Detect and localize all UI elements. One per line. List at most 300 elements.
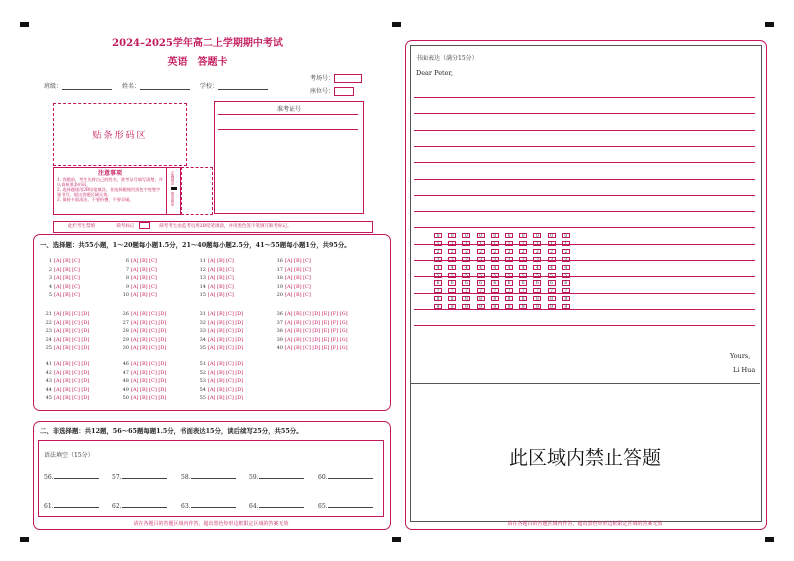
admission-digit-bubble[interactable]: 5: [519, 273, 527, 278]
admission-digit-bubble[interactable]: 8: [448, 296, 456, 301]
answer-bubble[interactable]: [B]: [217, 283, 225, 290]
answer-bubble[interactable]: [C]: [226, 311, 234, 317]
answer-bubble[interactable]: [A]: [208, 361, 216, 367]
writing-line[interactable]: [414, 162, 755, 163]
answer-bubble[interactable]: [G]: [339, 336, 348, 343]
answer-bubble[interactable]: [A]: [285, 319, 293, 326]
admission-digit-bubble[interactable]: 2: [434, 249, 442, 254]
answer-bubble[interactable]: [C]: [226, 258, 234, 264]
answer-bubble[interactable]: [D]: [312, 311, 321, 317]
answer-bubble[interactable]: [D]: [235, 395, 244, 402]
admission-digit-bubble[interactable]: 8: [548, 296, 556, 301]
admission-digit-bubble[interactable]: 2: [491, 249, 499, 254]
answer-bubble[interactable]: [D]: [312, 345, 321, 352]
answer-bubble[interactable]: [C]: [226, 345, 234, 352]
writing-line[interactable]: [414, 113, 755, 114]
writing-line[interactable]: [414, 195, 755, 196]
answer-bubble[interactable]: [G]: [339, 311, 348, 317]
admission-digit-bubble[interactable]: 0: [462, 233, 470, 238]
admission-digit-bubble[interactable]: 7: [491, 288, 499, 293]
answer-bubble[interactable]: [C]: [226, 369, 234, 376]
answer-bubble[interactable]: [B]: [140, 311, 148, 317]
admission-digit-bubble[interactable]: 9: [462, 304, 470, 309]
answer-bubble[interactable]: [A]: [131, 258, 139, 264]
grammar-blank[interactable]: [44, 501, 99, 510]
answer-bubble[interactable]: [D]: [81, 345, 90, 352]
writing-line[interactable]: [414, 211, 755, 212]
grammar-blank[interactable]: [181, 501, 236, 510]
answer-bubble[interactable]: [C]: [72, 258, 80, 264]
admission-digit-bubble[interactable]: 9: [548, 304, 556, 309]
answer-bubble[interactable]: [C]: [72, 336, 80, 343]
writing-line[interactable]: [414, 179, 755, 180]
answer-bubble[interactable]: [A]: [131, 345, 139, 352]
answer-bubble[interactable]: [B]: [63, 283, 71, 290]
answer-bubble[interactable]: [C]: [303, 328, 311, 335]
admission-digit-bubble[interactable]: 0: [505, 233, 513, 238]
answer-bubble[interactable]: [D]: [158, 336, 167, 343]
admission-digit-bubble[interactable]: 8: [533, 296, 541, 301]
admission-digit-bubble[interactable]: 5: [548, 273, 556, 278]
blank-line[interactable]: [122, 501, 167, 508]
answer-bubble[interactable]: [A]: [208, 319, 216, 326]
answer-bubble[interactable]: [B]: [217, 345, 225, 352]
answer-bubble[interactable]: [C]: [149, 275, 157, 282]
answer-bubble[interactable]: [E]: [321, 328, 330, 335]
answer-bubble[interactable]: [A]: [131, 336, 139, 343]
answer-bubble[interactable]: [B]: [63, 328, 71, 335]
answer-bubble[interactable]: [A]: [54, 266, 62, 273]
answer-bubble[interactable]: [C]: [72, 275, 80, 282]
admission-digit-bubble[interactable]: 6: [477, 280, 485, 285]
answer-bubble[interactable]: [A]: [131, 328, 139, 335]
grammar-blank[interactable]: [249, 472, 304, 481]
answer-bubble[interactable]: [C]: [303, 336, 311, 343]
admission-digit-bubble[interactable]: 0: [533, 233, 541, 238]
answer-bubble[interactable]: [E]: [321, 336, 330, 343]
answer-bubble[interactable]: [C]: [72, 283, 80, 290]
admission-digit-bubble[interactable]: 2: [462, 249, 470, 254]
answer-bubble[interactable]: [C]: [72, 292, 80, 299]
answer-bubble[interactable]: [A]: [131, 361, 139, 367]
answer-bubble[interactable]: [C]: [149, 336, 157, 343]
answer-bubble[interactable]: [D]: [81, 378, 90, 385]
answer-bubble[interactable]: [A]: [54, 336, 62, 343]
admission-digit-bubble[interactable]: 9: [477, 304, 485, 309]
answer-bubble[interactable]: [B]: [294, 275, 302, 282]
admission-digit-bubble[interactable]: 1: [434, 241, 442, 246]
answer-bubble[interactable]: [C]: [149, 369, 157, 376]
answer-bubble[interactable]: [A]: [54, 292, 62, 299]
answer-bubble[interactable]: [B]: [140, 283, 148, 290]
admission-digit-bubble[interactable]: 5: [491, 273, 499, 278]
answer-bubble[interactable]: [B]: [63, 369, 71, 376]
answer-bubble[interactable]: [C]: [226, 395, 234, 402]
answer-bubble[interactable]: [B]: [294, 345, 302, 352]
answer-bubble[interactable]: [B]: [294, 258, 302, 264]
admission-digit-bubble[interactable]: 3: [562, 257, 570, 262]
answer-bubble[interactable]: [C]: [303, 258, 311, 264]
grammar-blank[interactable]: [181, 472, 236, 481]
answer-bubble[interactable]: [A]: [285, 311, 293, 317]
answer-bubble[interactable]: [A]: [54, 328, 62, 335]
admission-digit-bubble[interactable]: 0: [477, 233, 485, 238]
admission-digit-bubble[interactable]: 9: [434, 304, 442, 309]
answer-bubble[interactable]: [B]: [140, 369, 148, 376]
answer-bubble[interactable]: [A]: [208, 266, 216, 273]
answer-bubble[interactable]: [A]: [208, 283, 216, 290]
answer-bubble[interactable]: [B]: [294, 266, 302, 273]
answer-bubble[interactable]: [C]: [149, 386, 157, 393]
answer-bubble[interactable]: [F]: [330, 345, 339, 352]
admission-digit-bubble[interactable]: 1: [519, 241, 527, 246]
answer-bubble[interactable]: [A]: [208, 258, 216, 264]
answer-bubble[interactable]: [D]: [235, 319, 244, 326]
admission-digit-bubble[interactable]: 2: [448, 249, 456, 254]
answer-bubble[interactable]: [D]: [81, 361, 90, 367]
answer-bubble[interactable]: [D]: [158, 345, 167, 352]
admission-digit-bubble[interactable]: 5: [477, 273, 485, 278]
blank-line[interactable]: [54, 472, 99, 479]
answer-bubble[interactable]: [A]: [54, 345, 62, 352]
admission-digit-bubble[interactable]: 0: [519, 233, 527, 238]
admission-digit-bubble[interactable]: 4: [562, 265, 570, 270]
admission-digit-bubble[interactable]: 5: [462, 273, 470, 278]
admission-digit-bubble[interactable]: 3: [533, 257, 541, 262]
admission-digit-bubble[interactable]: 5: [533, 273, 541, 278]
grammar-blank[interactable]: [112, 501, 167, 510]
answer-bubble[interactable]: [D]: [312, 319, 321, 326]
writing-line[interactable]: [414, 293, 755, 294]
answer-bubble[interactable]: [A]: [131, 311, 139, 317]
answer-bubble[interactable]: [B]: [63, 336, 71, 343]
answer-bubble[interactable]: [A]: [131, 369, 139, 376]
answer-bubble[interactable]: [C]: [303, 292, 311, 299]
answer-bubble[interactable]: [A]: [285, 292, 293, 299]
blank-line[interactable]: [259, 501, 304, 508]
answer-bubble[interactable]: [C]: [226, 336, 234, 343]
answer-bubble[interactable]: [D]: [158, 378, 167, 385]
answer-bubble[interactable]: [E]: [321, 311, 330, 317]
answer-bubble[interactable]: [C]: [226, 328, 234, 335]
admission-digit-bubble[interactable]: 1: [533, 241, 541, 246]
answer-bubble[interactable]: [B]: [217, 258, 225, 264]
answer-bubble[interactable]: [A]: [54, 258, 62, 264]
admission-digit-bubble[interactable]: 7: [505, 288, 513, 293]
admission-digit-bubble[interactable]: 4: [477, 265, 485, 270]
admission-digit-bubble[interactable]: 3: [477, 257, 485, 262]
answer-bubble[interactable]: [B]: [63, 319, 71, 326]
admission-digit-bubble[interactable]: 0: [562, 233, 570, 238]
answer-bubble[interactable]: [C]: [72, 369, 80, 376]
admission-digit-bubble[interactable]: 2: [548, 249, 556, 254]
answer-bubble[interactable]: [A]: [208, 336, 216, 343]
answer-bubble[interactable]: [C]: [149, 378, 157, 385]
admission-digit-bubble[interactable]: 0: [548, 233, 556, 238]
answer-bubble[interactable]: [D]: [81, 311, 90, 317]
grammar-blank[interactable]: [112, 472, 167, 481]
admission-digit-bubble[interactable]: 6: [533, 280, 541, 285]
answer-bubble[interactable]: [C]: [149, 328, 157, 335]
answer-bubble[interactable]: [E]: [321, 319, 330, 326]
answer-bubble[interactable]: [B]: [294, 292, 302, 299]
admission-digit-bubble[interactable]: 3: [505, 257, 513, 262]
answer-bubble[interactable]: [A]: [208, 311, 216, 317]
answer-bubble[interactable]: [B]: [63, 275, 71, 282]
admission-digit-bubble[interactable]: 1: [462, 241, 470, 246]
admission-digit-bubble[interactable]: 2: [519, 249, 527, 254]
admission-digit-bubble[interactable]: 4: [434, 265, 442, 270]
answer-bubble[interactable]: [B]: [63, 345, 71, 352]
grammar-blank[interactable]: [318, 501, 373, 510]
admission-digit-bubble[interactable]: 9: [491, 304, 499, 309]
answer-bubble[interactable]: [A]: [54, 378, 62, 385]
admission-digit-bubble[interactable]: 5: [505, 273, 513, 278]
answer-bubble[interactable]: [D]: [235, 311, 244, 317]
answer-bubble[interactable]: [A]: [208, 345, 216, 352]
answer-bubble[interactable]: [C]: [226, 275, 234, 282]
answer-bubble[interactable]: [C]: [226, 319, 234, 326]
writing-line[interactable]: [414, 260, 755, 261]
answer-bubble[interactable]: [B]: [217, 319, 225, 326]
admission-digit-bubble[interactable]: 7: [519, 288, 527, 293]
admission-digit-bubble[interactable]: 2: [533, 249, 541, 254]
answer-bubble[interactable]: [A]: [285, 336, 293, 343]
answer-bubble[interactable]: [C]: [72, 345, 80, 352]
answer-bubble[interactable]: [C]: [72, 311, 80, 317]
answer-bubble[interactable]: [B]: [63, 311, 71, 317]
answer-bubble[interactable]: [D]: [158, 319, 167, 326]
admission-digit-bubble[interactable]: 4: [448, 265, 456, 270]
answer-bubble[interactable]: [C]: [72, 328, 80, 335]
answer-bubble[interactable]: [F]: [330, 328, 339, 335]
absent-checkbox[interactable]: [139, 222, 150, 229]
answer-bubble[interactable]: [A]: [54, 361, 62, 367]
answer-bubble[interactable]: [B]: [217, 369, 225, 376]
answer-bubble[interactable]: [A]: [131, 292, 139, 299]
admission-digit-bubble[interactable]: 3: [448, 257, 456, 262]
admission-digit-bubble[interactable]: 8: [562, 296, 570, 301]
admission-digit-bubble[interactable]: 1: [562, 241, 570, 246]
answer-bubble[interactable]: [D]: [81, 386, 90, 393]
admission-digit-bubble[interactable]: 6: [548, 280, 556, 285]
admission-digit-bubble[interactable]: 7: [562, 288, 570, 293]
admission-digit-bubble[interactable]: 6: [491, 280, 499, 285]
answer-bubble[interactable]: [C]: [149, 361, 157, 367]
answer-bubble[interactable]: [C]: [72, 378, 80, 385]
admission-digit-bubble[interactable]: 8: [491, 296, 499, 301]
answer-bubble[interactable]: [B]: [217, 311, 225, 317]
admission-digit-bubble[interactable]: 1: [491, 241, 499, 246]
answer-bubble[interactable]: [C]: [149, 319, 157, 326]
admission-digit-bubble[interactable]: 7: [434, 288, 442, 293]
admission-digit-bubble[interactable]: 3: [462, 257, 470, 262]
answer-bubble[interactable]: [B]: [140, 319, 148, 326]
answer-bubble[interactable]: [A]: [54, 395, 62, 402]
grammar-blank[interactable]: [249, 501, 304, 510]
admission-digit-bubble[interactable]: 7: [533, 288, 541, 293]
answer-bubble[interactable]: [D]: [158, 395, 167, 402]
answer-bubble[interactable]: [C]: [149, 266, 157, 273]
answer-bubble[interactable]: [B]: [217, 361, 225, 367]
answer-bubble[interactable]: [A]: [285, 283, 293, 290]
answer-bubble[interactable]: [A]: [208, 386, 216, 393]
answer-bubble[interactable]: [B]: [294, 319, 302, 326]
answer-bubble[interactable]: [D]: [235, 361, 244, 367]
writing-line[interactable]: [414, 130, 755, 131]
answer-bubble[interactable]: [C]: [72, 395, 80, 402]
answer-bubble[interactable]: [B]: [294, 328, 302, 335]
admission-digit-bubble[interactable]: 6: [562, 280, 570, 285]
answer-bubble[interactable]: [C]: [226, 378, 234, 385]
answer-bubble[interactable]: [B]: [140, 292, 148, 299]
admission-digit-bubble[interactable]: 6: [462, 280, 470, 285]
answer-bubble[interactable]: [B]: [63, 395, 71, 402]
admission-digit-bubble[interactable]: 3: [519, 257, 527, 262]
name-input[interactable]: [140, 82, 190, 90]
answer-bubble[interactable]: [F]: [330, 336, 339, 343]
answer-bubble[interactable]: [C]: [149, 395, 157, 402]
answer-bubble[interactable]: [G]: [339, 319, 348, 326]
admission-digit-bubble[interactable]: 7: [462, 288, 470, 293]
admission-digit-bubble[interactable]: 3: [548, 257, 556, 262]
answer-bubble[interactable]: [C]: [303, 266, 311, 273]
answer-bubble[interactable]: [C]: [226, 283, 234, 290]
answer-bubble[interactable]: [B]: [63, 378, 71, 385]
answer-bubble[interactable]: [C]: [226, 361, 234, 367]
admission-digit-bubble[interactable]: 7: [448, 288, 456, 293]
answer-bubble[interactable]: [A]: [208, 292, 216, 299]
writing-line[interactable]: [414, 309, 755, 310]
writing-line[interactable]: [414, 227, 755, 228]
writing-line[interactable]: [414, 244, 755, 245]
admission-digit-bubble[interactable]: 6: [519, 280, 527, 285]
admission-digit-bubble[interactable]: 5: [434, 273, 442, 278]
admission-digit-bubble[interactable]: 1: [448, 241, 456, 246]
answer-bubble[interactable]: [B]: [63, 386, 71, 393]
admission-digit-bubble[interactable]: 9: [519, 304, 527, 309]
admission-digit-bubble[interactable]: 0: [434, 233, 442, 238]
answer-bubble[interactable]: [A]: [131, 386, 139, 393]
answer-bubble[interactable]: [D]: [158, 386, 167, 393]
answer-bubble[interactable]: [A]: [208, 378, 216, 385]
answer-bubble[interactable]: [C]: [149, 283, 157, 290]
writing-line[interactable]: [414, 97, 755, 98]
answer-bubble[interactable]: [A]: [54, 311, 62, 317]
answer-bubble[interactable]: [C]: [226, 292, 234, 299]
answer-bubble[interactable]: [B]: [140, 386, 148, 393]
writing-line[interactable]: [414, 146, 755, 147]
blank-line[interactable]: [328, 472, 373, 479]
answer-bubble[interactable]: [B]: [294, 336, 302, 343]
answer-bubble[interactable]: [D]: [81, 336, 90, 343]
admission-digit-bubble[interactable]: 4: [548, 265, 556, 270]
answer-bubble[interactable]: [C]: [226, 386, 234, 393]
answer-bubble[interactable]: [B]: [140, 336, 148, 343]
answer-bubble[interactable]: [D]: [235, 336, 244, 343]
answer-bubble[interactable]: [G]: [339, 345, 348, 352]
answer-bubble[interactable]: [A]: [285, 266, 293, 273]
answer-bubble[interactable]: [B]: [63, 266, 71, 273]
blank-line[interactable]: [54, 501, 99, 508]
answer-bubble[interactable]: [A]: [131, 275, 139, 282]
answer-bubble[interactable]: [D]: [235, 369, 244, 376]
answer-bubble[interactable]: [B]: [140, 345, 148, 352]
answer-bubble[interactable]: [C]: [303, 311, 311, 317]
answer-bubble[interactable]: [C]: [149, 258, 157, 264]
answer-bubble[interactable]: [B]: [140, 266, 148, 273]
grammar-blank[interactable]: [318, 472, 373, 481]
answer-bubble[interactable]: [A]: [54, 275, 62, 282]
answer-bubble[interactable]: [B]: [140, 328, 148, 335]
answer-bubble[interactable]: [A]: [131, 395, 139, 402]
answer-bubble[interactable]: [A]: [54, 283, 62, 290]
answer-bubble[interactable]: [C]: [149, 311, 157, 317]
blank-line[interactable]: [122, 472, 167, 479]
admission-digit-bubble[interactable]: 4: [533, 265, 541, 270]
answer-bubble[interactable]: [D]: [81, 369, 90, 376]
answer-bubble[interactable]: [D]: [235, 386, 244, 393]
answer-bubble[interactable]: [A]: [208, 328, 216, 335]
blank-line[interactable]: [328, 501, 373, 508]
answer-bubble[interactable]: [C]: [72, 361, 80, 367]
admission-digit-bubble[interactable]: 4: [505, 265, 513, 270]
answer-bubble[interactable]: [C]: [72, 319, 80, 326]
answer-bubble[interactable]: [E]: [321, 345, 330, 352]
answer-bubble[interactable]: [A]: [285, 258, 293, 264]
answer-bubble[interactable]: [G]: [339, 328, 348, 335]
answer-bubble[interactable]: [C]: [303, 345, 311, 352]
answer-bubble[interactable]: [B]: [140, 361, 148, 367]
answer-bubble[interactable]: [B]: [294, 283, 302, 290]
admission-digit-bubble[interactable]: 5: [562, 273, 570, 278]
answer-bubble[interactable]: [C]: [72, 386, 80, 393]
admission-digit-bubble[interactable]: 1: [505, 241, 513, 246]
answer-bubble[interactable]: [D]: [235, 345, 244, 352]
answer-bubble[interactable]: [F]: [330, 311, 339, 317]
answer-bubble[interactable]: [B]: [63, 258, 71, 264]
writing-line[interactable]: [414, 325, 755, 326]
answer-bubble[interactable]: [A]: [285, 328, 293, 335]
answer-bubble[interactable]: [D]: [81, 328, 90, 335]
answer-bubble[interactable]: [C]: [149, 345, 157, 352]
answer-bubble[interactable]: [B]: [217, 395, 225, 402]
answer-bubble[interactable]: [A]: [285, 345, 293, 352]
admission-digit-bubble[interactable]: 1: [477, 241, 485, 246]
admission-digit-bubble[interactable]: 5: [448, 273, 456, 278]
admission-digit-bubble[interactable]: 4: [519, 265, 527, 270]
answer-bubble[interactable]: [A]: [131, 378, 139, 385]
admission-digit-bubble[interactable]: 1: [548, 241, 556, 246]
admission-digit-bubble[interactable]: 3: [434, 257, 442, 262]
answer-bubble[interactable]: [A]: [208, 395, 216, 402]
answer-bubble[interactable]: [D]: [81, 319, 90, 326]
answer-bubble[interactable]: [A]: [54, 319, 62, 326]
answer-bubble[interactable]: [D]: [158, 311, 167, 317]
answer-bubble[interactable]: [C]: [303, 283, 311, 290]
answer-bubble[interactable]: [A]: [131, 266, 139, 273]
grammar-blank[interactable]: [44, 472, 99, 481]
answer-bubble[interactable]: [D]: [312, 336, 321, 343]
answer-bubble[interactable]: [A]: [285, 275, 293, 282]
answer-bubble[interactable]: [A]: [54, 369, 62, 376]
answer-bubble[interactable]: [B]: [140, 258, 148, 264]
admission-digit-bubble[interactable]: 7: [477, 288, 485, 293]
answer-bubble[interactable]: [A]: [131, 283, 139, 290]
admission-digit-bubble[interactable]: 0: [448, 233, 456, 238]
answer-bubble[interactable]: [C]: [303, 319, 311, 326]
admission-digit-bubble[interactable]: 4: [491, 265, 499, 270]
